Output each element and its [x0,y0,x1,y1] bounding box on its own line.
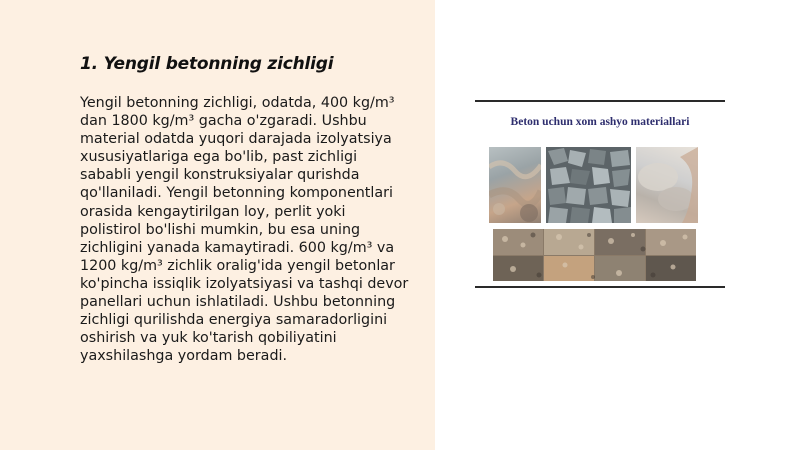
figure-caption: Beton uchun xom ashyo materiallari [510,116,690,128]
aggregates-texture [493,229,696,281]
cement-photo [636,147,698,223]
crushed-stone-photo [546,147,631,223]
figure-top-rule [475,100,725,102]
sand-texture [489,147,541,223]
cement-texture [636,147,698,223]
crushed-stone-texture [546,147,631,223]
aggregates-photo [493,229,696,281]
materials-figure [475,99,725,289]
slide-body-text: Yengil betonning zichligi, odatda, 400 kg/m³ dan 1800 kg/m³ gacha o'zgaradi. Ushbu material odatda yuqori darajada izolyatsiya xususiyatlariga ega bo'lib, past zichligi sababli yengil konstruksiyalar qurishda qo'llaniladi. Yengil betonning komponentlari orasida kengaytirilgan loy, perlit yoki polistirol bo'lishi mumkin, bu esa uning zichligini yanada kamaytiradi. 600 kg/m³ va 1200 kg/m³ zichlik oralig'ida yengil betonlar ko'pincha issiqlik izolyatsiyasi va tashqi devor panellari uchun ishlatiladi. Ushbu betonning zichligi qurilishda energiya samaradorligini oshirish va yuk ko'tarish qobiliyatini yaxshilashga yordam beradi. [80,95,409,365]
sand-photo [489,147,541,223]
slide-title: 1. Yengil betonning zichligi [80,54,334,74]
figure-bottom-rule [475,286,725,288]
